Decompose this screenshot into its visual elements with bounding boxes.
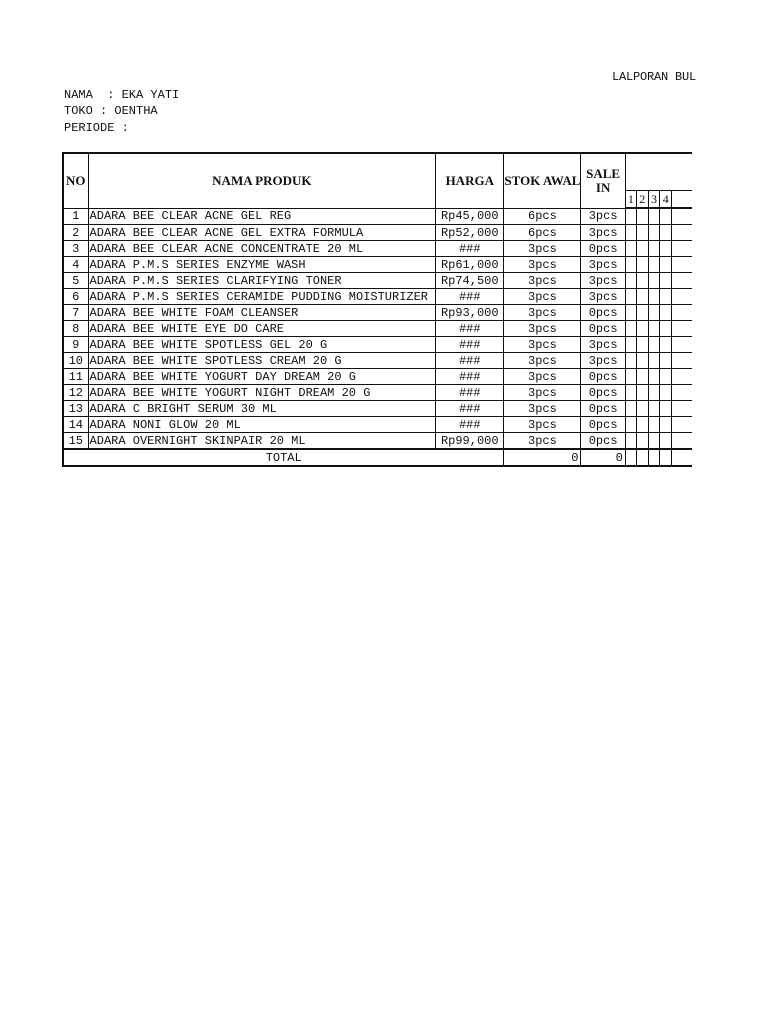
cell-no: 15 bbox=[63, 433, 88, 450]
cell-harga: Rp45,000 bbox=[436, 208, 504, 225]
header-week-1: 1 bbox=[625, 191, 636, 209]
table-row bbox=[63, 401, 692, 417]
cell-no: 12 bbox=[63, 385, 88, 401]
cell-week-1 bbox=[625, 321, 636, 337]
cell-week-1 bbox=[625, 385, 636, 401]
cell-stok-awal: 3pcs bbox=[504, 417, 581, 433]
cell-week-4 bbox=[660, 241, 672, 257]
cell-harga: ### bbox=[436, 417, 504, 433]
table-row bbox=[63, 337, 692, 353]
cell-nama-produk: ADARA BEE CLEAR ACNE CONCENTRATE 20 ML bbox=[88, 241, 436, 257]
table-row bbox=[63, 208, 692, 225]
cell-nama-produk: ADARA P.M.S SERIES CERAMIDE PUDDING MOISTURIZER bbox=[88, 289, 436, 305]
cell-week-extra bbox=[672, 225, 692, 241]
cell-week-extra bbox=[672, 305, 692, 321]
table-row bbox=[63, 305, 692, 321]
cell-week-4 bbox=[660, 225, 672, 241]
cell-no: 13 bbox=[63, 401, 88, 417]
cell-harga: Rp99,000 bbox=[436, 433, 504, 450]
cell-harga: ### bbox=[436, 289, 504, 305]
cell-week-3 bbox=[648, 385, 660, 401]
cell-week-3 bbox=[648, 225, 660, 241]
cell-week-1 bbox=[625, 273, 636, 289]
cell-stok-awal: 3pcs bbox=[504, 273, 581, 289]
cell-stok-awal: 6pcs bbox=[504, 225, 581, 241]
cell-week-3 bbox=[648, 305, 660, 321]
total-stok-awal: 0 bbox=[504, 449, 581, 466]
cell-no: 4 bbox=[63, 257, 88, 273]
cell-week-2 bbox=[636, 257, 648, 273]
header-stok-awal: STOK AWAL bbox=[504, 153, 581, 208]
cell-nama-produk: ADARA P.M.S SERIES ENZYME WASH bbox=[88, 257, 436, 273]
cell-week-3 bbox=[648, 273, 660, 289]
cell-stok-awal: 3pcs bbox=[504, 321, 581, 337]
cell-nama-produk: ADARA BEE WHITE EYE DO CARE bbox=[88, 321, 436, 337]
cell-nama-produk: ADARA P.M.S SERIES CLARIFYING TONER bbox=[88, 273, 436, 289]
cell-sale-in: 0pcs bbox=[581, 305, 625, 321]
cell-nama-produk: ADARA BEE CLEAR ACNE GEL EXTRA FORMULA bbox=[88, 225, 436, 241]
cell-week-2 bbox=[636, 225, 648, 241]
cell-week-3 bbox=[648, 353, 660, 369]
cell-week-1 bbox=[625, 208, 636, 225]
cell-week-3 bbox=[648, 337, 660, 353]
total-week-cell bbox=[625, 449, 636, 466]
header-weeks-group bbox=[625, 153, 692, 191]
cell-week-2 bbox=[636, 208, 648, 225]
cell-week-1 bbox=[625, 241, 636, 257]
cell-nama-produk: ADARA BEE WHITE YOGURT DAY DREAM 20 G bbox=[88, 369, 436, 385]
cell-week-extra bbox=[672, 401, 692, 417]
cell-no: 3 bbox=[63, 241, 88, 257]
cell-week-4 bbox=[660, 417, 672, 433]
cell-stok-awal: 3pcs bbox=[504, 257, 581, 273]
cell-week-4 bbox=[660, 353, 672, 369]
cell-week-4 bbox=[660, 337, 672, 353]
cell-sale-in: 3pcs bbox=[581, 225, 625, 241]
cell-sale-in: 0pcs bbox=[581, 401, 625, 417]
cell-week-4 bbox=[660, 273, 672, 289]
cell-sale-in: 3pcs bbox=[581, 337, 625, 353]
cell-week-4 bbox=[660, 257, 672, 273]
table-row bbox=[63, 417, 692, 433]
cell-week-4 bbox=[660, 321, 672, 337]
total-label: TOTAL bbox=[63, 449, 504, 466]
product-table bbox=[62, 152, 692, 467]
cell-week-extra bbox=[672, 433, 692, 450]
cell-week-3 bbox=[648, 417, 660, 433]
report-sheet bbox=[62, 152, 692, 482]
cell-week-4 bbox=[660, 289, 672, 305]
cell-sale-in: 0pcs bbox=[581, 385, 625, 401]
header-nama-produk: NAMA PRODUK bbox=[88, 153, 436, 208]
cell-no: 7 bbox=[63, 305, 88, 321]
cell-no: 5 bbox=[63, 273, 88, 289]
table-row bbox=[63, 321, 692, 337]
cell-stok-awal: 3pcs bbox=[504, 433, 581, 450]
cell-stok-awal: 3pcs bbox=[504, 385, 581, 401]
table-row bbox=[63, 353, 692, 369]
table-row bbox=[63, 257, 692, 273]
cell-week-1 bbox=[625, 305, 636, 321]
cell-week-3 bbox=[648, 321, 660, 337]
cell-harga: ### bbox=[436, 321, 504, 337]
cell-week-2 bbox=[636, 337, 648, 353]
cell-week-2 bbox=[636, 401, 648, 417]
cell-week-4 bbox=[660, 401, 672, 417]
cell-week-extra bbox=[672, 353, 692, 369]
cell-week-2 bbox=[636, 273, 648, 289]
cell-stok-awal: 3pcs bbox=[504, 353, 581, 369]
cell-week-4 bbox=[660, 305, 672, 321]
cell-week-3 bbox=[648, 257, 660, 273]
cell-no: 14 bbox=[63, 417, 88, 433]
cell-no: 11 bbox=[63, 369, 88, 385]
cell-week-extra bbox=[672, 337, 692, 353]
cell-harga: Rp93,000 bbox=[436, 305, 504, 321]
cell-week-2 bbox=[636, 241, 648, 257]
cell-week-3 bbox=[648, 208, 660, 225]
cell-nama-produk: ADARA BEE CLEAR ACNE GEL REG bbox=[88, 208, 436, 225]
header-week-extra bbox=[672, 191, 692, 209]
cell-harga: ### bbox=[436, 369, 504, 385]
cell-stok-awal: 3pcs bbox=[504, 305, 581, 321]
cell-stok-awal: 3pcs bbox=[504, 401, 581, 417]
cell-no: 1 bbox=[63, 208, 88, 225]
cell-week-4 bbox=[660, 433, 672, 450]
cell-week-2 bbox=[636, 321, 648, 337]
cell-no: 9 bbox=[63, 337, 88, 353]
cell-week-extra bbox=[672, 321, 692, 337]
cell-harga: Rp74,500 bbox=[436, 273, 504, 289]
cell-week-4 bbox=[660, 369, 672, 385]
cell-stok-awal: 3pcs bbox=[504, 337, 581, 353]
cell-week-2 bbox=[636, 417, 648, 433]
periode-line: PERIODE : bbox=[64, 121, 129, 135]
total-week-cell bbox=[648, 449, 660, 466]
cell-sale-in: 3pcs bbox=[581, 353, 625, 369]
cell-sale-in: 3pcs bbox=[581, 273, 625, 289]
cell-harga: ### bbox=[436, 353, 504, 369]
toko-line: TOKO : OENTHA bbox=[64, 104, 158, 118]
total-week-cell bbox=[660, 449, 672, 466]
table-row bbox=[63, 289, 692, 305]
cell-week-2 bbox=[636, 433, 648, 450]
cell-harga: ### bbox=[436, 337, 504, 353]
cell-week-3 bbox=[648, 401, 660, 417]
cell-stok-awal: 3pcs bbox=[504, 289, 581, 305]
cell-harga: ### bbox=[436, 241, 504, 257]
cell-week-extra bbox=[672, 369, 692, 385]
cell-stok-awal: 3pcs bbox=[504, 369, 581, 385]
cell-nama-produk: ADARA BEE WHITE SPOTLESS CREAM 20 G bbox=[88, 353, 436, 369]
cell-week-2 bbox=[636, 289, 648, 305]
cell-week-extra bbox=[672, 273, 692, 289]
cell-sale-in: 0pcs bbox=[581, 433, 625, 450]
cell-week-extra bbox=[672, 241, 692, 257]
cell-sale-in: 3pcs bbox=[581, 289, 625, 305]
table-row bbox=[63, 369, 692, 385]
header-harga: HARGA bbox=[436, 153, 504, 208]
cell-week-2 bbox=[636, 353, 648, 369]
cell-week-3 bbox=[648, 433, 660, 450]
cell-week-extra bbox=[672, 385, 692, 401]
header-week-4: 4 bbox=[660, 191, 672, 209]
cell-no: 6 bbox=[63, 289, 88, 305]
table-body bbox=[63, 208, 692, 466]
cell-week-1 bbox=[625, 257, 636, 273]
header-no: NO bbox=[63, 153, 88, 208]
table-row bbox=[63, 433, 692, 450]
cell-week-1 bbox=[625, 337, 636, 353]
cell-harga: Rp52,000 bbox=[436, 225, 504, 241]
cell-week-3 bbox=[648, 369, 660, 385]
cell-sale-in: 3pcs bbox=[581, 208, 625, 225]
cell-week-1 bbox=[625, 353, 636, 369]
header-sale-in: SALE IN bbox=[581, 153, 625, 208]
cell-no: 10 bbox=[63, 353, 88, 369]
cell-harga: ### bbox=[436, 401, 504, 417]
cell-week-2 bbox=[636, 369, 648, 385]
cell-stok-awal: 6pcs bbox=[504, 208, 581, 225]
cell-week-1 bbox=[625, 417, 636, 433]
cell-nama-produk: ADARA BEE WHITE FOAM CLEANSER bbox=[88, 305, 436, 321]
cell-nama-produk: ADARA NONI GLOW 20 ML bbox=[88, 417, 436, 433]
cell-sale-in: 3pcs bbox=[581, 257, 625, 273]
cell-nama-produk: ADARA C BRIGHT SERUM 30 ML bbox=[88, 401, 436, 417]
total-row bbox=[63, 449, 692, 466]
header-week-2: 2 bbox=[636, 191, 648, 209]
cell-stok-awal: 3pcs bbox=[504, 241, 581, 257]
cell-harga: ### bbox=[436, 385, 504, 401]
total-week-cell bbox=[672, 449, 692, 466]
table-row bbox=[63, 225, 692, 241]
cell-week-extra bbox=[672, 289, 692, 305]
cell-week-1 bbox=[625, 401, 636, 417]
nama-line: NAMA : EKA YATI bbox=[64, 88, 180, 102]
cell-week-1 bbox=[625, 289, 636, 305]
cell-week-extra bbox=[672, 417, 692, 433]
cell-sale-in: 0pcs bbox=[581, 321, 625, 337]
cell-nama-produk: ADARA BEE WHITE SPOTLESS GEL 20 G bbox=[88, 337, 436, 353]
total-sale-in: 0 bbox=[581, 449, 625, 466]
table-row bbox=[63, 273, 692, 289]
cell-week-3 bbox=[648, 241, 660, 257]
cell-week-3 bbox=[648, 289, 660, 305]
cell-nama-produk: ADARA OVERNIGHT SKINPAIR 20 ML bbox=[88, 433, 436, 450]
header-week-3: 3 bbox=[648, 191, 660, 209]
cell-week-1 bbox=[625, 433, 636, 450]
cell-week-1 bbox=[625, 225, 636, 241]
cell-sale-in: 0pcs bbox=[581, 241, 625, 257]
cell-week-4 bbox=[660, 385, 672, 401]
cell-week-2 bbox=[636, 385, 648, 401]
cell-week-extra bbox=[672, 208, 692, 225]
table-row bbox=[63, 385, 692, 401]
cell-week-2 bbox=[636, 305, 648, 321]
cell-sale-in: 0pcs bbox=[581, 417, 625, 433]
cell-no: 2 bbox=[63, 225, 88, 241]
total-week-cell bbox=[636, 449, 648, 466]
cell-no: 8 bbox=[63, 321, 88, 337]
cell-week-extra bbox=[672, 257, 692, 273]
cell-week-1 bbox=[625, 369, 636, 385]
cell-harga: Rp61,000 bbox=[436, 257, 504, 273]
table-row bbox=[63, 241, 692, 257]
cell-nama-produk: ADARA BEE WHITE YOGURT NIGHT DREAM 20 G bbox=[88, 385, 436, 401]
report-title: LALPORAN BUL bbox=[612, 70, 697, 84]
cell-week-4 bbox=[660, 208, 672, 225]
cell-sale-in: 0pcs bbox=[581, 369, 625, 385]
